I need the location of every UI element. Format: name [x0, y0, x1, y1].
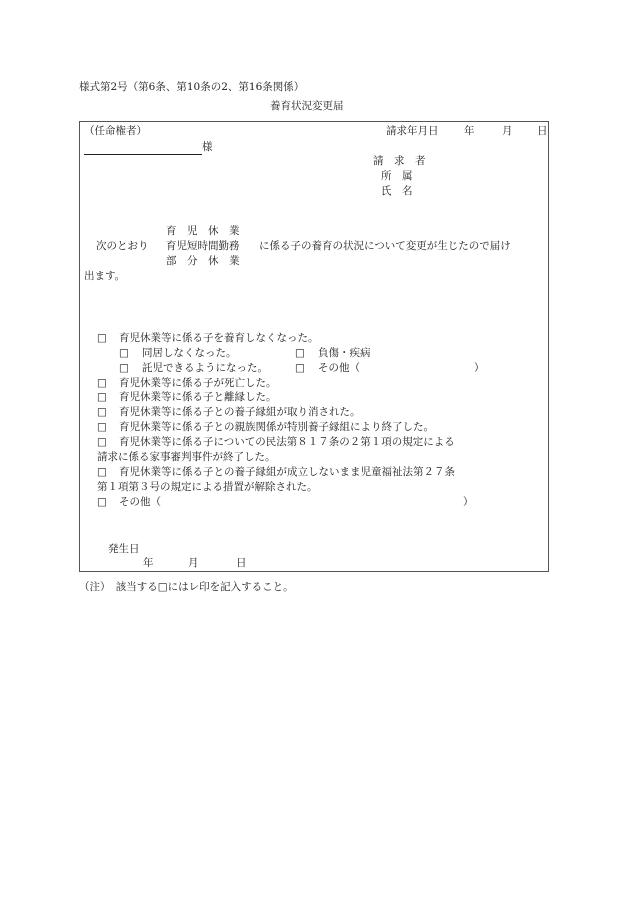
checkbox-i2: □	[97, 377, 107, 389]
requester-name: 氏 名	[381, 185, 413, 197]
item-i5: 育児休業等に係る子との親族関係が特別養子縁組により終了した。	[119, 421, 434, 433]
leave-type-short-time: 育児短時間勤務	[166, 240, 240, 252]
item-i7-line1: 育児休業等に係る子との養子縁組が成立しないまま児童福祉法第２７条	[119, 466, 455, 478]
body-continuation: 出ます。	[84, 270, 126, 282]
item-i8-close: ）	[463, 496, 474, 508]
form-id: 様式第2号（第6条、第10条の2、第16条関係）	[79, 81, 305, 93]
appointer-label: （任命権者）	[84, 125, 147, 137]
item-i3: 育児休業等に係る子と離縁した。	[119, 391, 277, 403]
occurrence-year: 年	[143, 557, 154, 569]
checkbox-i3: □	[97, 391, 107, 403]
request-date-label: 請求年月日	[386, 125, 439, 137]
item-i6-line1: 育児休業等に係る子についての民法第８１７条の２第１項の規定による	[119, 436, 455, 448]
checkbox-i5: □	[97, 421, 107, 433]
item-i2: 育児休業等に係る子が死亡した。	[119, 377, 277, 389]
item-i1a: 同居しなくなった。	[142, 347, 237, 359]
footnote: （注） 該当する□にはレ印を記入すること。	[79, 581, 294, 593]
item-i1d-close: ）	[474, 362, 485, 374]
item-i1: 育児休業等に係る子を養育しなくなった。	[119, 332, 319, 344]
item-i4: 育児休業等に係る子との養子縁組が取り消された。	[119, 406, 361, 418]
checkbox-i1: □	[97, 332, 107, 344]
item-i1c: 託児できるようになった。	[142, 362, 268, 374]
addressee-suffix: 様	[202, 141, 213, 153]
addressee-line	[84, 154, 202, 155]
checkbox-i1c: □	[119, 362, 129, 374]
checkbox-i7: □	[97, 466, 107, 478]
checkbox-i1d: □	[295, 362, 305, 374]
request-date-year: 年	[464, 125, 475, 137]
item-i6-line2: 請求に係る家事審判事件が終了した。	[97, 451, 276, 463]
item-i7-line2: 第１項第３号の規定による措置が解除された。	[97, 481, 318, 493]
requester-label: 請 求 者	[373, 155, 426, 167]
occurrence-day: 日	[236, 557, 247, 569]
item-i1d-label: その他（	[318, 362, 360, 374]
checkbox-i4: □	[97, 406, 107, 418]
checkbox-i6: □	[97, 436, 107, 448]
occurrence-month: 月	[188, 557, 199, 569]
body-suffix: に係る子の養育の状況について変更が生じたので届け	[259, 240, 511, 252]
request-date-day: 日	[537, 125, 548, 137]
leave-type-childcare: 育 児 休 業	[166, 225, 240, 237]
form-title: 養育状況変更届	[270, 100, 344, 112]
item-i1b: 負傷・疾病	[318, 347, 371, 359]
body-prefix: 次のとおり	[96, 240, 149, 252]
leave-type-partial: 部 分 休 業	[166, 255, 240, 267]
request-date-month: 月	[502, 125, 513, 137]
checkbox-i1b: □	[295, 347, 305, 359]
checkbox-i8: □	[97, 496, 107, 508]
item-i8-label: その他（	[119, 496, 161, 508]
occurrence-label: 発生日	[108, 543, 140, 555]
checkbox-i1a: □	[119, 347, 129, 359]
requester-affiliation: 所 属	[381, 170, 413, 182]
